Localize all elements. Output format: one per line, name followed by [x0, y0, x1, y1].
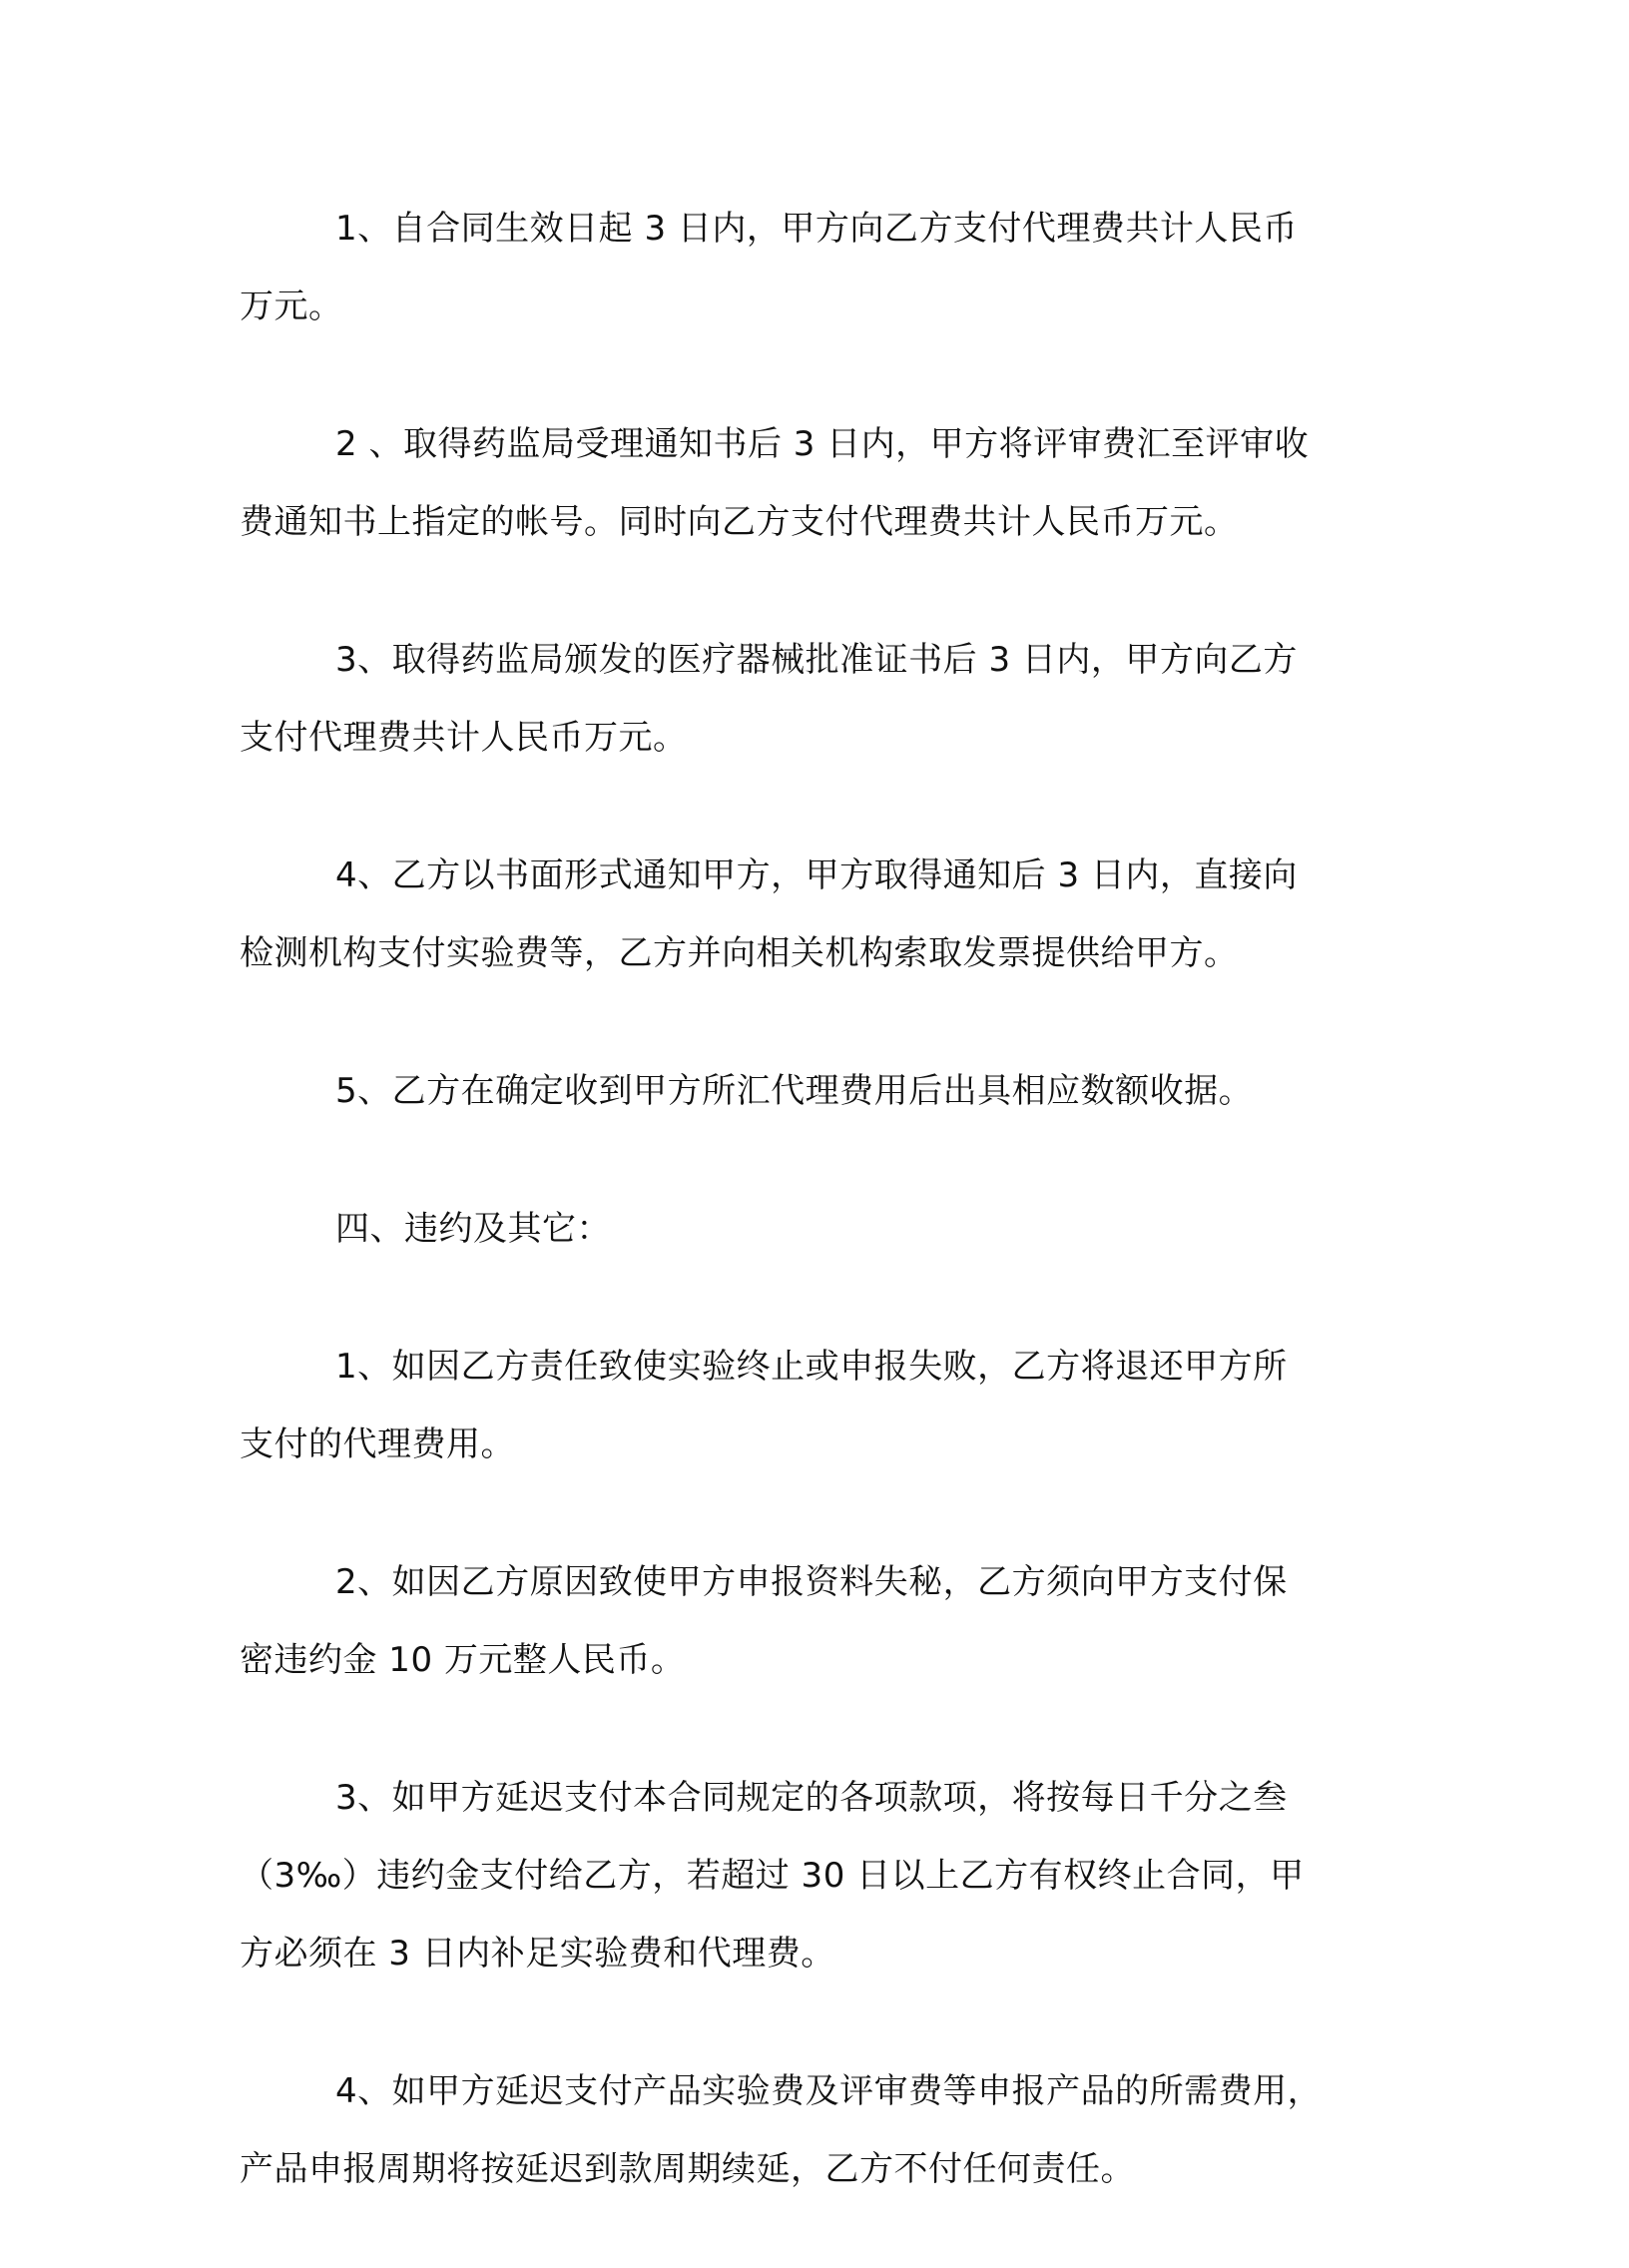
paragraph-line: 支付代理费共计人民币万元。 — [240, 718, 688, 758]
paragraph-line: 1、如因乙方责任致使实验终止或申报失败，乙方将退还甲方所 — [335, 1347, 1288, 1387]
paragraph-breach-3 — [240, 1759, 1397, 1992]
paragraph-line: 5、乙方在确定收到甲方所汇代理费用后出具相应数额收据。 — [335, 1071, 1254, 1111]
paragraph-line: 方必须在 3 日内补足实验费和代理费。 — [240, 1934, 835, 1974]
paragraph-line: 2 、取得药监局受理通知书后 3 日内，甲方将评审费汇至评审收 — [335, 424, 1310, 464]
paragraph-breach-4 — [240, 2052, 1397, 2208]
paragraph-line: 2、如因乙方原因致使甲方申报资料失秘，乙方须向甲方支付保 — [335, 1562, 1288, 1602]
paragraph-payment-5 — [240, 1052, 1397, 1130]
paragraph-breach-1 — [240, 1328, 1397, 1483]
paragraph-payment-2 — [240, 405, 1397, 561]
paragraph-line: 万元。 — [240, 286, 343, 326]
paragraph-line: 3、如甲方延迟支付本合同规定的各项款项，将按每日千分之叁 — [335, 1778, 1288, 1818]
paragraph-breach-2 — [240, 1543, 1397, 1699]
paragraph-line: 费通知书上指定的帐号。同时向乙方支付代理费共计人民币万元。 — [240, 502, 1239, 542]
paragraph-payment-4 — [240, 837, 1397, 992]
paragraph-line: 4、乙方以书面形式通知甲方，甲方取得通知后 3 日内，直接向 — [335, 855, 1298, 895]
paragraph-line: 产品申报周期将按延迟到款周期续延，乙方不付任何责任。 — [240, 2149, 1135, 2189]
document-body — [240, 190, 1397, 2268]
paragraph-line: 支付的代理费用。 — [240, 1424, 515, 1464]
section-heading: 四、违约及其它： — [335, 1209, 611, 1249]
paragraph-line: 3、取得药监局颁发的医疗器械批准证书后 3 日内，甲方向乙方 — [335, 640, 1298, 680]
paragraph-payment-3 — [240, 621, 1397, 777]
section-heading-breach — [240, 1190, 1397, 1268]
paragraph-line: 1、自合同生效日起 3 日内，甲方向乙方支付代理费共计人民币 — [335, 209, 1298, 249]
paragraph-line: 4、如甲方延迟支付产品实验费及评审费等申报产品的所需费用， — [335, 2071, 1323, 2111]
paragraph-line: 密违约金 10 万元整人民币。 — [240, 1640, 686, 1680]
paragraph-line: 检测机构支付实验费等，乙方并向相关机构索取发票提供给甲方。 — [240, 933, 1239, 973]
paragraph-payment-1 — [240, 190, 1397, 345]
paragraph-line: （3‰）违约金支付给乙方，若超过 30 日以上乙方有权终止合同，甲 — [240, 1856, 1305, 1896]
